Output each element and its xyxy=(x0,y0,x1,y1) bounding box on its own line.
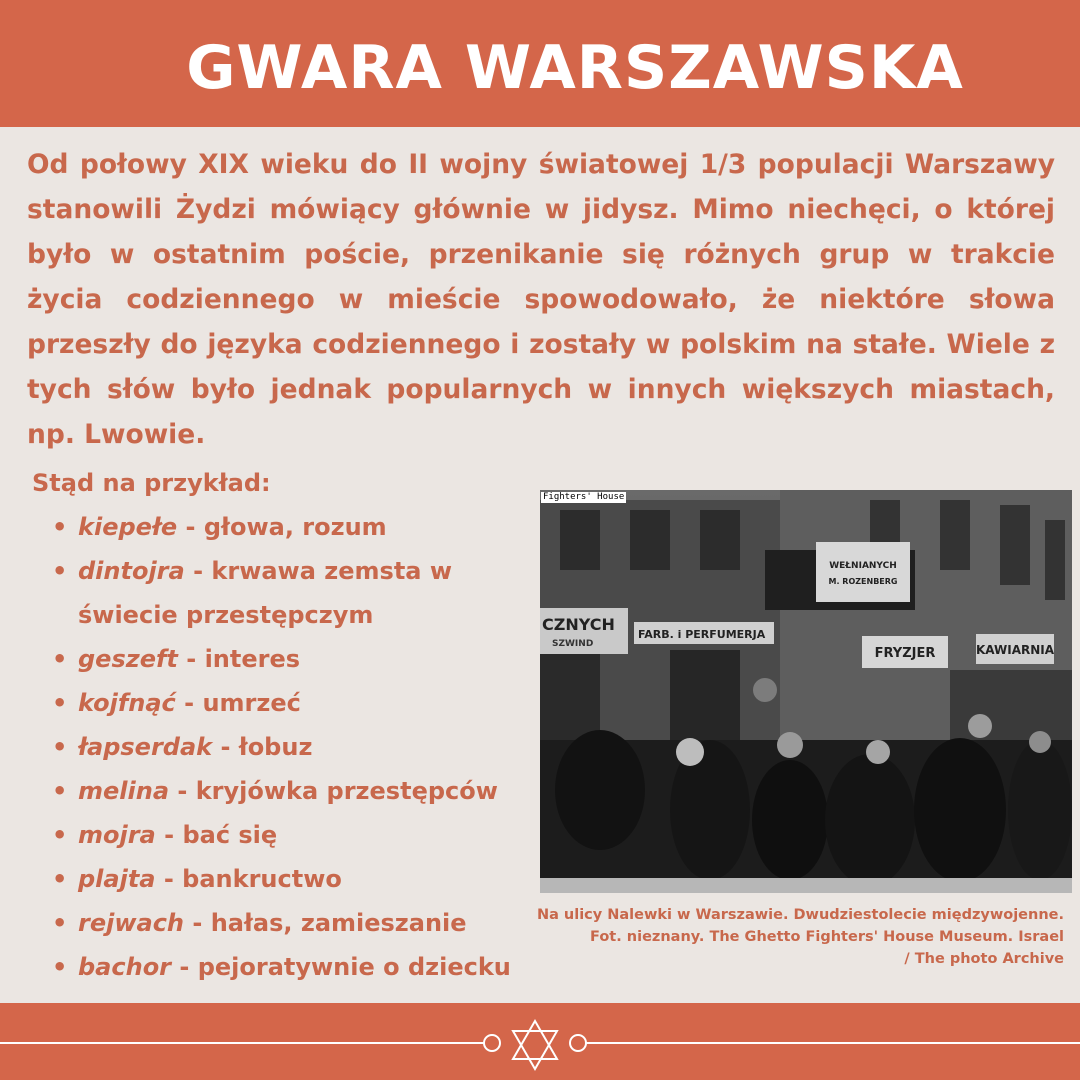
word-list xyxy=(50,505,520,989)
bullet-icon: • xyxy=(52,821,68,849)
list-item: • bachor - pejoratywnie o dziecku xyxy=(50,945,520,989)
page-title: GWARA WARSZAWSKA xyxy=(186,33,964,103)
list-item: • geszeft - interes xyxy=(50,637,520,681)
term: melina xyxy=(78,777,170,805)
historical-photo xyxy=(540,490,1072,893)
bullet-icon: • xyxy=(52,689,68,717)
sign-text: M. ROZENBERG xyxy=(828,577,898,586)
footer-circle-right xyxy=(570,1035,586,1051)
footer-ornament xyxy=(0,1003,1080,1080)
definition: pejoratywnie o dziecku xyxy=(197,953,511,981)
intro-paragraph: Od połowy XIX wieku do II wojny światowej 1/3 populacji Warszawy stanowili Żydzi mówiący głównie w jidysz. Mimo niechęci, o której było w ostatnim poście, przenikanie się różnych grup w trakcie życia codziennego w mieście spowodowało, że niektóre słowa przeszły do języka codziennego i zostały w polskim na stałe. Wiele z tych słów było jednak popularnych w innych większych miastach, np. Lwowie. xyxy=(27,149,1055,450)
footer-circle-left xyxy=(484,1035,500,1051)
term: plajta xyxy=(78,865,156,893)
definition: kryjówka przestępców xyxy=(195,777,498,805)
list-item: • rejwach - hałas, zamieszanie xyxy=(50,901,520,945)
term: geszeft xyxy=(78,645,178,673)
photo-watermark: Fighters' House xyxy=(543,492,625,502)
sign-text: WEŁNIANYCH xyxy=(829,561,897,571)
term: kojfnąć xyxy=(78,689,176,717)
sign-text: SZWIND xyxy=(552,639,594,649)
list-item: • kiepełe - głowa, rozum xyxy=(50,505,520,549)
bullet-icon: • xyxy=(52,953,68,981)
definition: bać się xyxy=(182,821,278,849)
caption-line: Fot. nieznany. The Ghetto Fighters' House Museum. Israel xyxy=(590,929,1064,945)
caption-line: / The photo Archive xyxy=(904,951,1064,967)
term: bachor xyxy=(78,953,172,981)
definition: krwawa zemsta w świecie przestępczym xyxy=(78,557,453,629)
bullet-icon: • xyxy=(52,733,68,761)
star-of-david-icon xyxy=(513,1021,557,1069)
list-item: • mojra - bać się xyxy=(50,813,520,857)
photo-caption xyxy=(500,904,1064,970)
definition: łobuz xyxy=(238,733,313,761)
definition: umrzeć xyxy=(202,689,301,717)
term: mojra xyxy=(78,821,156,849)
list-item: • kojfnąć - umrzeć xyxy=(50,681,520,725)
bullet-icon: • xyxy=(52,557,68,585)
photo-illustration xyxy=(540,490,1072,893)
bullet-icon: • xyxy=(52,645,68,673)
list-item: • melina - kryjówka przestępców xyxy=(50,769,520,813)
term: dintojra xyxy=(78,557,185,585)
term: rejwach xyxy=(78,909,185,937)
sign-text: CZNYCH xyxy=(542,615,615,634)
definition: hałas, zamieszanie xyxy=(210,909,467,937)
caption-line: Na ulicy Nalewki w Warszawie. Dwudziestolecie międzywojenne. xyxy=(536,907,1064,923)
examples-heading: Stąd na przykład: xyxy=(32,469,271,497)
definition: interes xyxy=(204,645,301,673)
bullet-icon: • xyxy=(52,777,68,805)
sign-text: KAWIARNIA xyxy=(975,643,1055,657)
definition: bankructwo xyxy=(182,865,342,893)
bullet-icon: • xyxy=(52,909,68,937)
definition: głowa, rozum xyxy=(203,513,387,541)
bullet-icon: • xyxy=(52,513,68,541)
sign-text: FARB. i PERFUMERJA xyxy=(638,628,766,641)
term: łapserdak xyxy=(78,733,213,761)
bullet-icon: • xyxy=(52,865,68,893)
term: kiepełe xyxy=(78,513,178,541)
list-item: • łapserdak - łobuz xyxy=(50,725,520,769)
list-item: • plajta - bankructwo xyxy=(50,857,520,901)
sign-text: FRYZJER xyxy=(874,646,936,661)
list-item: • dintojra - krwawa zemsta w świecie przestępczym xyxy=(50,549,520,637)
